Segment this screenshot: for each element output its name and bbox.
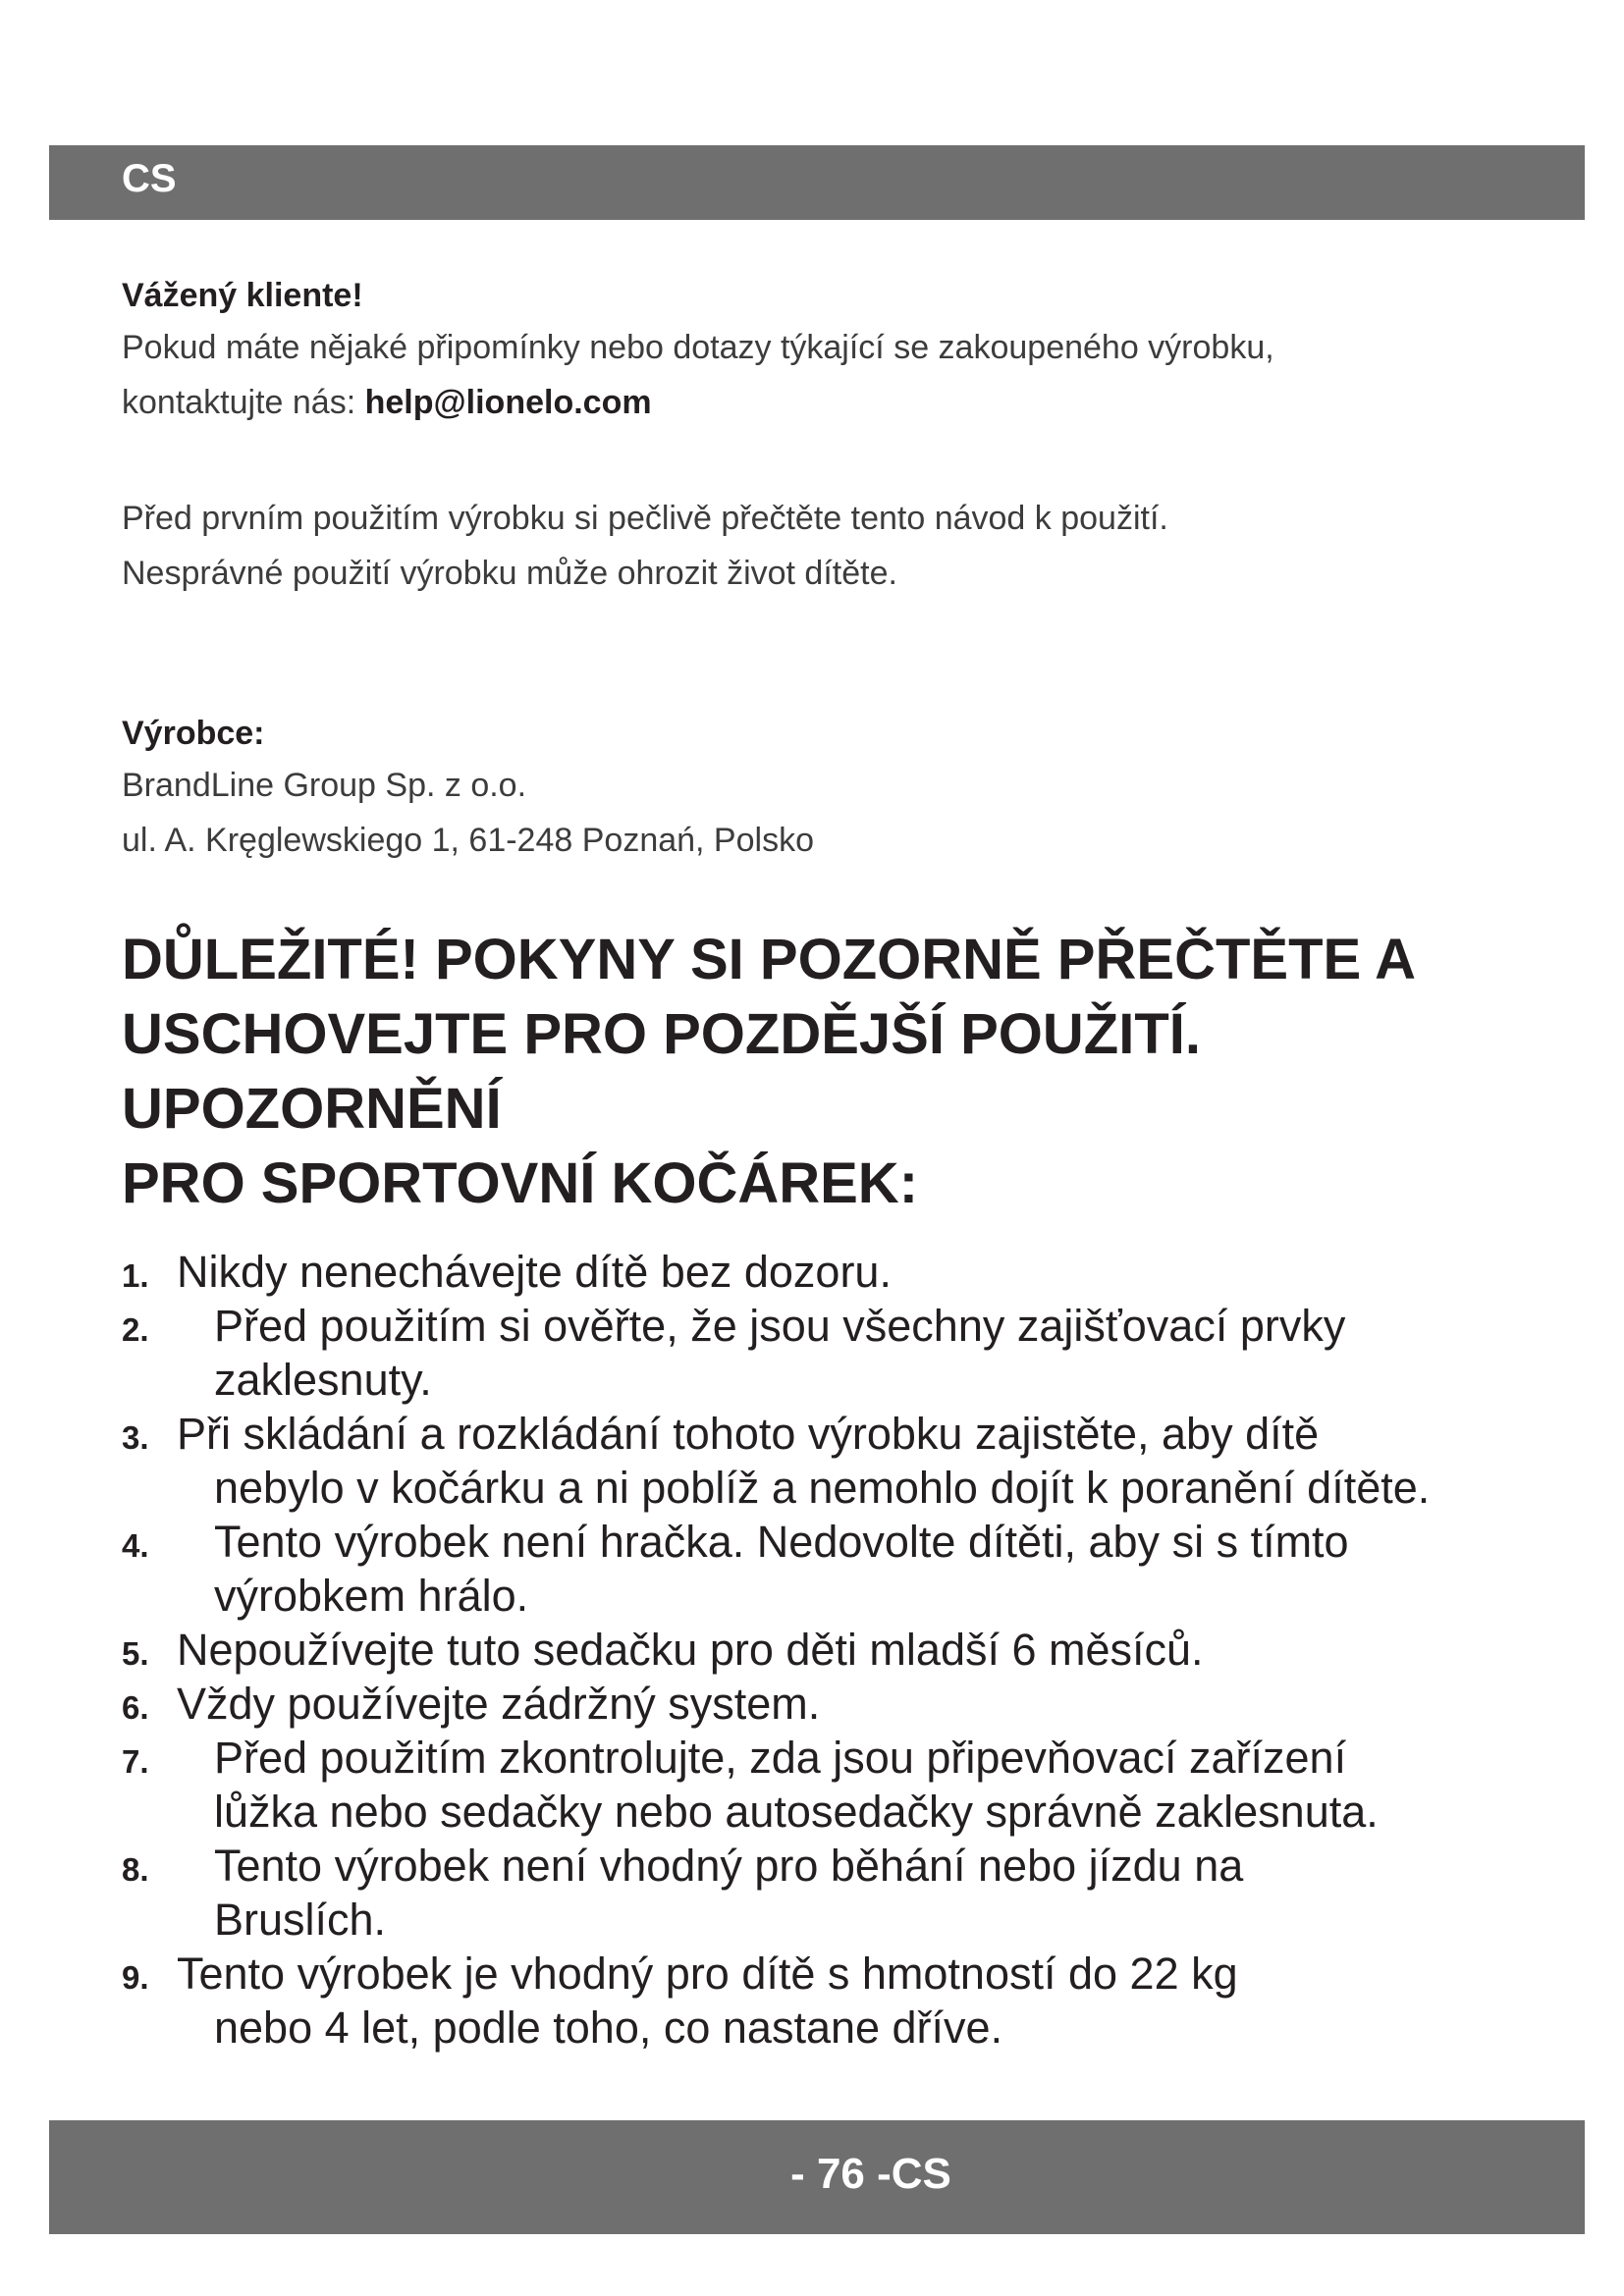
item-text: Při skládání a rozkládání tohoto výrobku zajistěte, aby dítě [177,1409,1320,1459]
heading-line3: UPOZORNĚNÍ [122,1077,502,1141]
manufacturer-name: BrandLine Group Sp. z o.o. [122,767,527,804]
list-item [122,1677,1536,1731]
item-number: 9. [122,1959,149,1996]
contact-line2 [122,375,1536,430]
item-number: 1. [122,1257,149,1294]
list-item [122,1407,1536,1515]
item-number: 4. [122,1527,149,1564]
item-number: 3. [122,1419,149,1456]
item-number: 6. [122,1689,149,1726]
contact-email[interactable]: help@lionelo.com [364,384,652,421]
footer-bar [49,2120,1585,2234]
manufacturer-address: ul. A. Kręglewskiego 1, 61-248 Poznań, Polsko [122,822,814,859]
item-text: Nikdy nenechávejte dítě bez dozoru. [177,1247,892,1297]
item-text-cont: zaklesnuty. [214,1355,432,1405]
item-text: Nepoužívejte tuto sedačku pro děti mladší 6 měsíců. [177,1625,1204,1675]
header-bar [49,145,1585,220]
heading-line2: USCHOVEJTE PRO POZDĚJŠÍ POUŽITÍ. [122,1002,1201,1066]
page-title [122,923,1536,1221]
item-text: Před použitím si ověřte, že jsou všechny zajišťovací prvky [214,1301,1346,1351]
notice-section [122,491,1536,601]
item-text-cont: nebo 4 let, podle toho, co nastane dříve. [214,2002,1003,2053]
page-number: - 76 -CS [790,2150,951,2198]
heading-line4: PRO SPORTOVNÍ KOČÁREK: [122,1151,919,1215]
list-item [122,1731,1536,1839]
manufacturer-section [122,709,1536,868]
item-text-cont: nebylo v kočárku a ni poblíž a nemohlo dojít k poranění dítěte. [214,1463,1431,1513]
item-text: Tento výrobek není hračka. Nedovolte dítěti, aby si s tímto [214,1517,1349,1567]
list-item [122,1839,1536,1947]
item-number: 5. [122,1635,149,1672]
list-item [122,1947,1536,2055]
list-item [122,1299,1536,1407]
language-code: CS [122,157,177,200]
item-text-cont: výrobkem hrálo. [214,1571,529,1621]
item-number: 7. [122,1743,149,1780]
contact-section [122,271,1536,430]
item-number: 8. [122,1851,149,1888]
item-number: 2. [122,1311,149,1348]
item-text: Tento výrobek je vhodný pro dítě s hmotností do 22 kg [177,1949,1238,1999]
list-item [122,1245,1536,1299]
greeting: Vážený kliente! [122,277,363,314]
item-text-cont: Bruslích. [214,1895,387,1945]
notice-line2: Nesprávné použití výrobku může ohrozit život dítěte. [122,555,897,592]
list-item [122,1515,1536,1623]
heading-line1: DŮLEŽITÉ! POKYNY SI POZORNĚ PŘEČTĚTE A [122,928,1417,991]
item-text: Vždy používejte zádržný system. [177,1679,821,1729]
contact-line1: Pokud máte nějaké připomínky nebo dotazy týkající se zakoupeného výrobku, [122,329,1274,366]
item-text-cont: lůžka nebo sedačky nebo autosedačky správně zaklesnuta. [214,1787,1379,1837]
manufacturer-label: Výrobce: [122,715,265,752]
list-item [122,1623,1536,1677]
warning-list [122,1245,1536,2055]
item-text: Tento výrobek není vhodný pro běhání nebo jízdu na [214,1841,1244,1891]
item-text: Před použitím zkontrolujte, zda jsou připevňovací zařízení [214,1733,1347,1783]
notice-line1: Před prvním použitím výrobku si pečlivě přečtěte tento návod k použití. [122,500,1168,537]
contact-prefix: kontaktujte nás: [122,384,365,421]
